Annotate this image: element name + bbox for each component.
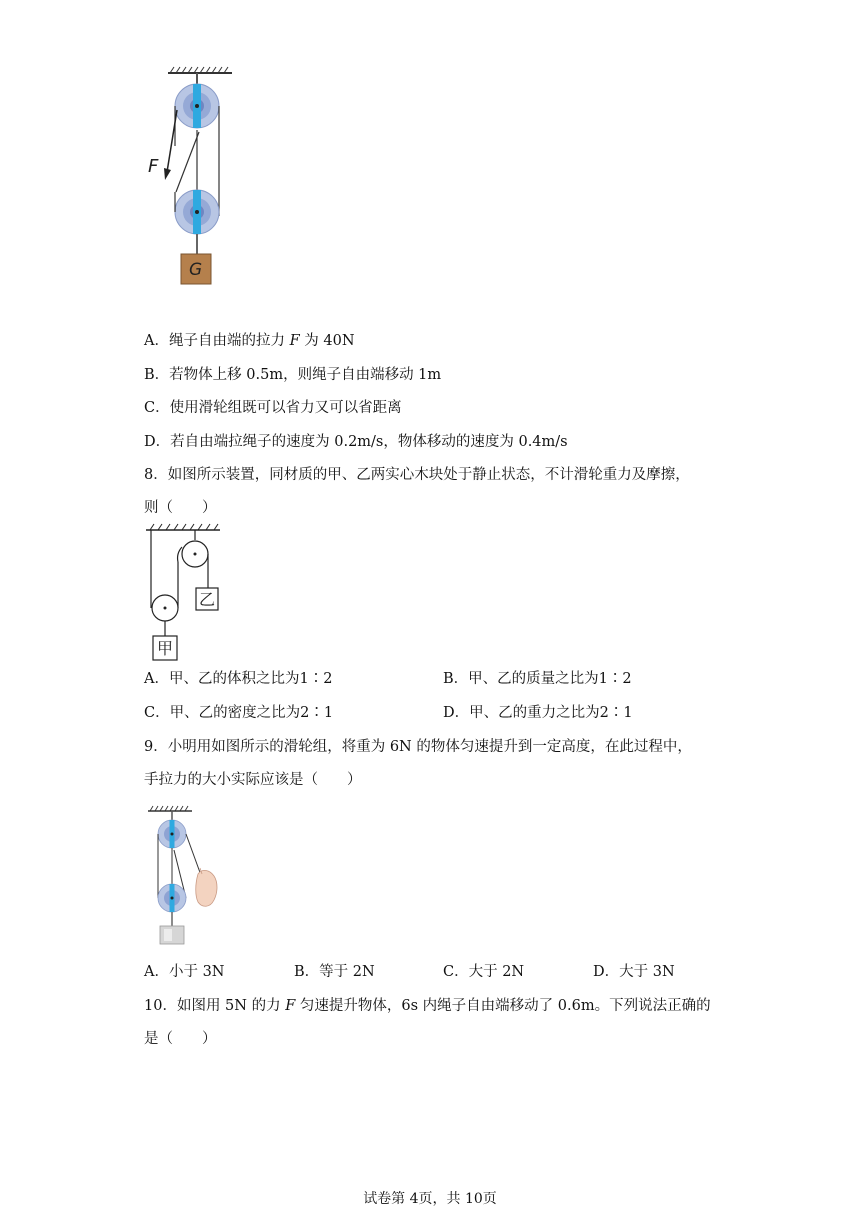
q7-option-d: D．若自由端拉绳子的速度为 0.2m/s，物体移动的速度为 0.4m/s [144, 434, 568, 450]
q10-stem-prefix: 10．如图用 5N 的力 [144, 998, 286, 1014]
block-label-yi: 乙 [199, 590, 216, 609]
q8-option-d: D．甲、乙的重力之比为2∶1 [443, 705, 633, 721]
q9-option-b: B．等于 2N [294, 964, 375, 980]
q7-option-a-var: F [289, 333, 300, 349]
q10-stem-line1 [144, 996, 711, 1016]
q8-option-c: C．甲、乙的密度之比为2∶1 [144, 705, 334, 721]
q7-option-a-prefix: A．绳子自由端的拉力 [144, 333, 290, 349]
q9-option-a: A．小于 3N [144, 964, 225, 980]
page-footer: 试卷第 4页，共 10页 [363, 1191, 497, 1207]
q7-option-b: B．若物体上移 0.5m，则绳子自由端移动 1m [144, 367, 442, 383]
q9-option-d: D．大于 3N [593, 964, 675, 980]
q10-stem-var: F [285, 998, 296, 1014]
q8-stem-line2: 则（ ） [144, 500, 217, 516]
q7-option-c: C．使用滑轮组既可以省力又可以省距离 [144, 400, 402, 416]
q10-stem-line2: 是（ ） [144, 1031, 217, 1047]
q9-stem-line1: 9．小明用如图所示的滑轮组，将重为 6N 的物体匀速提升到一定高度，在此过程中， [144, 739, 692, 755]
q8-stem-line1: 8．如图所示装置，同材质的甲、乙两实心木块处于静止状态，不计滑轮重力及摩擦， [144, 467, 690, 483]
q9-option-c: C．大于 2N [443, 964, 525, 980]
q9-stem-line2: 手拉力的大小实际应该是（ ） [144, 772, 362, 788]
force-label-f: F [148, 156, 159, 177]
q7-option-a [144, 331, 355, 351]
block-label-g: G [189, 260, 203, 280]
figure-q7-pulley [140, 66, 250, 288]
figure-q8-pulley [140, 502, 230, 666]
q10-stem-suffix: 匀速提升物体，6s 内绳子自由端移动了 0.6m。下列说法正确的 [295, 998, 711, 1014]
q8-option-b: B．甲、乙的质量之比为1∶2 [443, 671, 632, 687]
block-label-jia: 甲 [157, 639, 174, 658]
q7-option-a-suffix: 为 40N [299, 333, 355, 349]
q8-option-a: A．甲、乙的体积之比为1∶2 [144, 671, 333, 687]
figure-q9-pulley [140, 800, 230, 950]
